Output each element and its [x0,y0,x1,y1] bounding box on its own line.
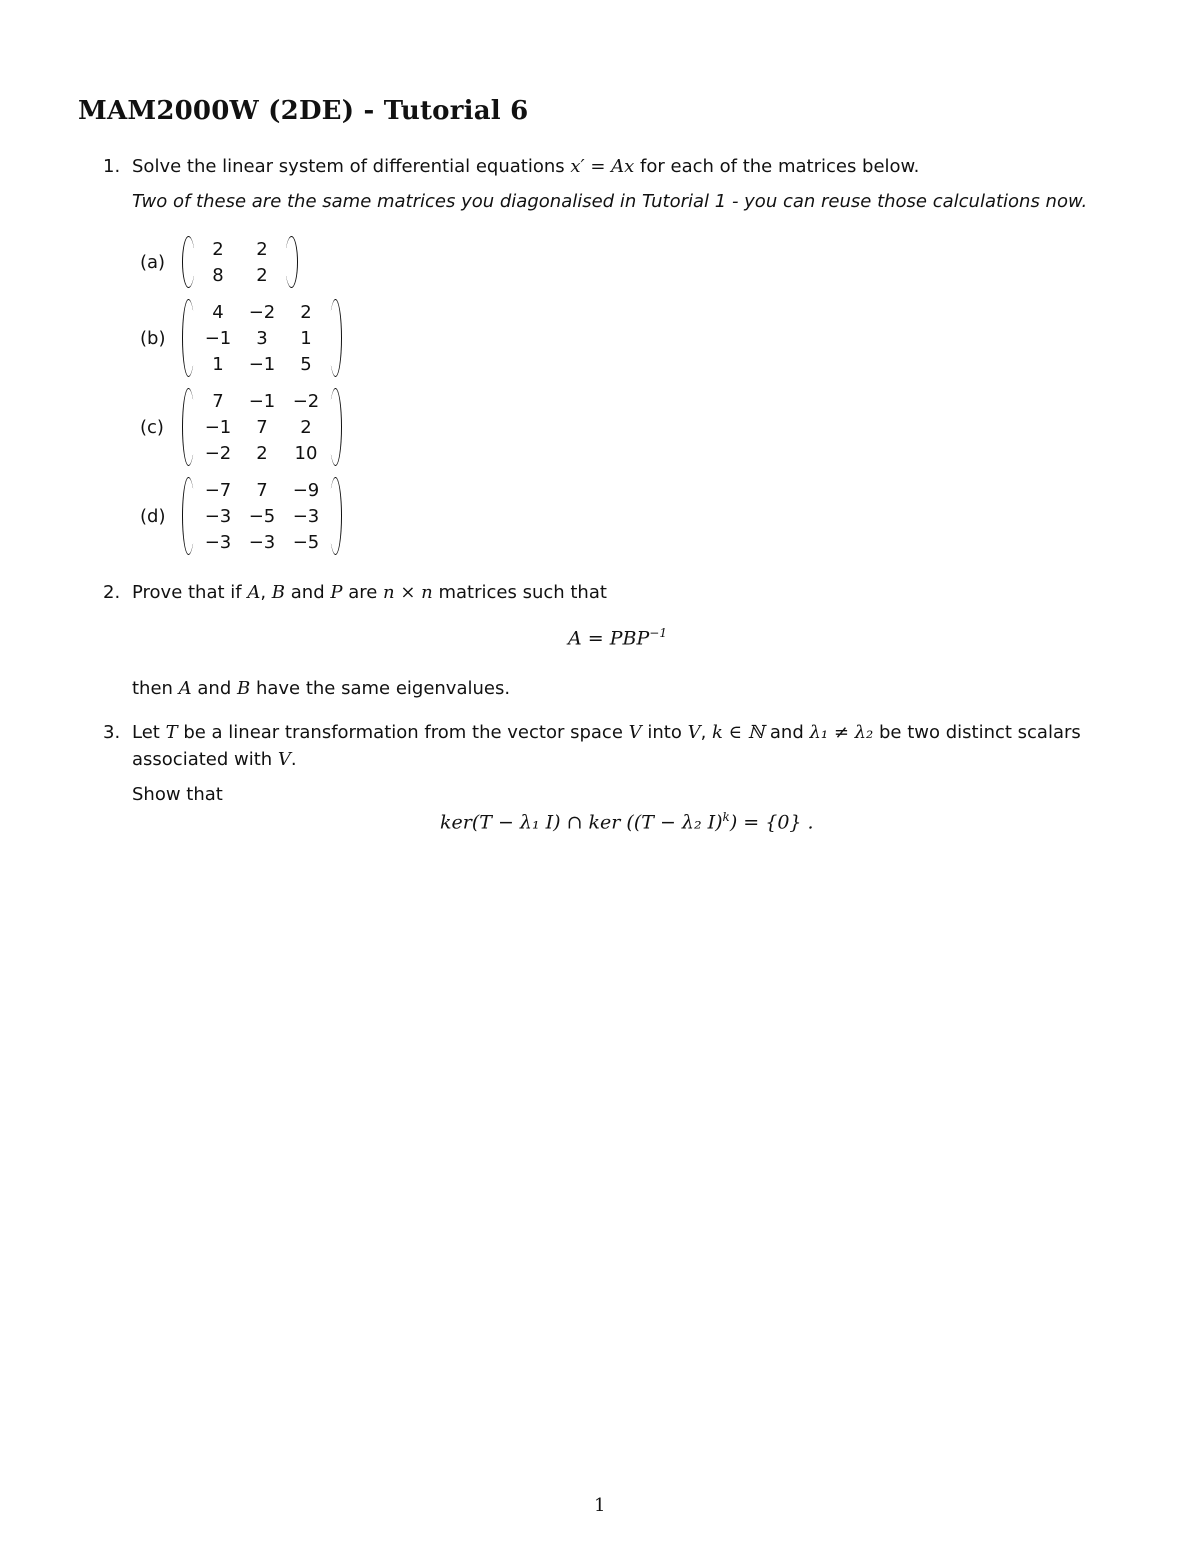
q3-line1: Let T be a linear transformation from the vector space V into V, k ∈ ℕ and λ₁ ≠ λ₂ be two distinct scalars [132,722,1081,743]
matrix-label: (c) [140,416,164,438]
matrix-a [140,236,298,288]
matrix-table: 4 −2 2 −1 3 1 1 −1 5 [204,301,312,375]
q2-equation: $A = PBP^{-1}$ [568,626,667,650]
q3-show-that: Show that [132,784,223,805]
q2-text: Prove that if A, B and P are n × n matrices such that [132,582,607,603]
matrix-label: (b) [140,327,166,349]
matrix-table: 7 −1 −2 −1 7 2 −2 2 10 [204,390,320,464]
q3-line2: associated with V. [132,749,297,770]
matrix-d [140,477,342,555]
q3-number: 3. [103,722,121,743]
q1-note: Two of these are the same matrices you diagonalised in Tutorial 1 - you can reuse those calculations now. [132,191,1088,212]
matrix-label: (d) [140,505,166,527]
page-number: 1 [594,1495,606,1516]
matrix-label: (a) [140,251,166,273]
q1-number: 1. [103,156,121,177]
matrix-c [140,388,342,466]
matrix-table: 2 2 8 2 [212,238,268,286]
q3-equation: ker(T − λ₁ I) ∩ ker ((T − λ₂ I)$^k$) = {0} . [440,810,814,834]
q1-equation: x′ = Ax [570,156,635,177]
matrix-b [140,299,342,377]
matrix-table: −7 7 −9 −3 −5 −3 −3 −3 −5 [204,479,320,553]
page-title: MAM2000W (2DE) - Tutorial 6 [78,96,529,126]
q1-text: Solve the linear system of differential equations x′ = Ax for each of the matrices below. [132,156,920,177]
q2-conclusion: then A and B have the same eigenvalues. [132,678,511,699]
q2-number: 2. [103,582,121,603]
